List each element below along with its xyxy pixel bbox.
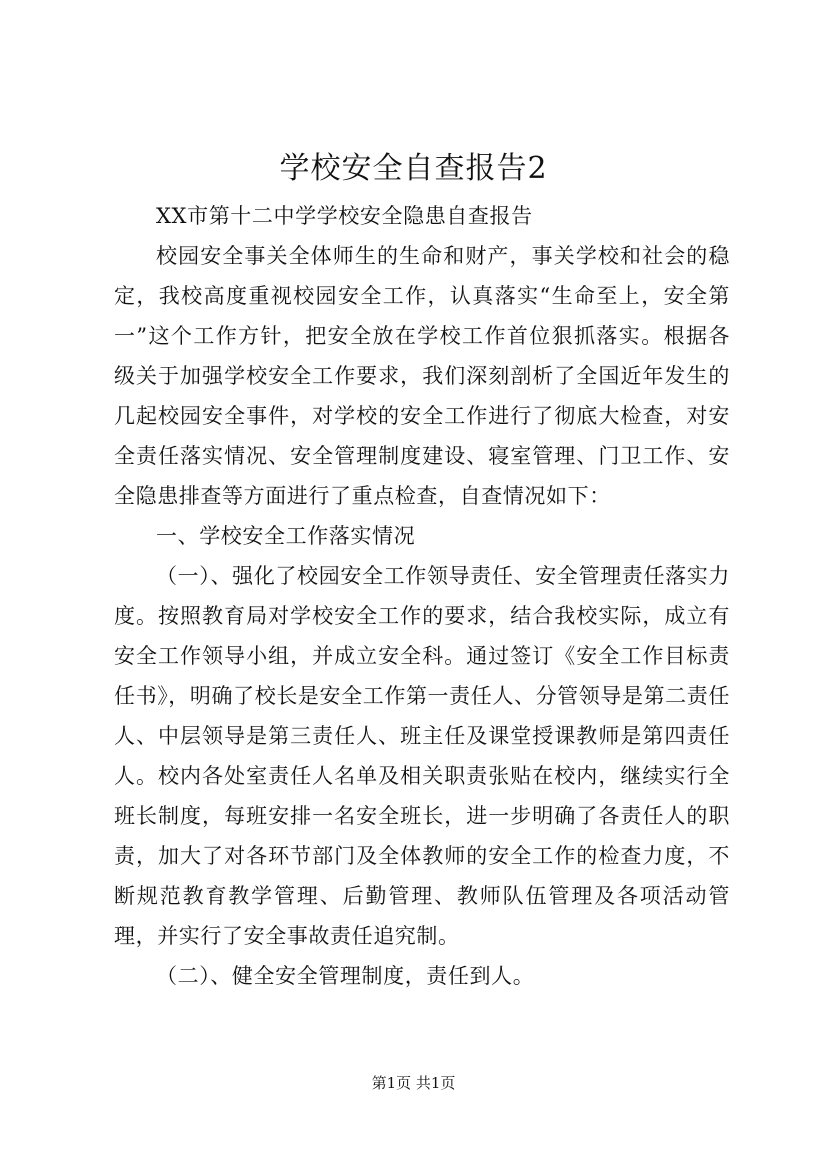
section-heading: 一、学校安全工作落实情况 [156,524,416,548]
report-subtitle: XX市第十二中学学校安全隐患自查报告 [156,204,533,228]
section-paragraph-1: （一）、强化了校园安全工作领导责任、安全管理责任落实力度。按照教育局对学校安全工作的要求，结合我校实际，成立有安全工作领导小组，并成立安全科。通过签订《安全工作目标责任书》，明确了校长是安全工作第一责任人、分管领导是第二责任人、中层领导是第三责任人、班主任及课堂授课教师是第四责任人。校内各处室责任人名单及相关职责张贴在校内，继续实行全班长制度，每班安排一名安全班长，进一步明确了各责任人的职责，加大了对各环节部门及全体教师的安全工作的检查力度，不断规范教育教学管理、后勤管理、教师队伍管理及各项活动管理，并实行了安全事故责任追究制。 [114,564,730,948]
page-footer: 第1页 共1页 [371,1074,456,1092]
intro-paragraph: 校园安全事关全体师生的生命和财产，事关学校和社会的稳定，我校高度重视校园安全工作，认真落实“生命至上，安全第一”这个工作方针，把安全放在学校工作首位狠抓落实。根据各级关于加强学校安全工作要求，我们深刻剖析了全国近年发生的几起校园安全事件，对学校的安全工作进行了彻底大检查，对安全责任落实情况、安全管理制度建设、寝室管理、门卫工作、安全隐患排查等方面进行了重点检查，自查情况如下： [114,244,730,508]
section-paragraph-2: （二）、健全安全管理制度，责任到人。 [156,964,535,988]
document-body [114,196,730,996]
document-title: 学校安全自查报告2 [279,151,548,186]
